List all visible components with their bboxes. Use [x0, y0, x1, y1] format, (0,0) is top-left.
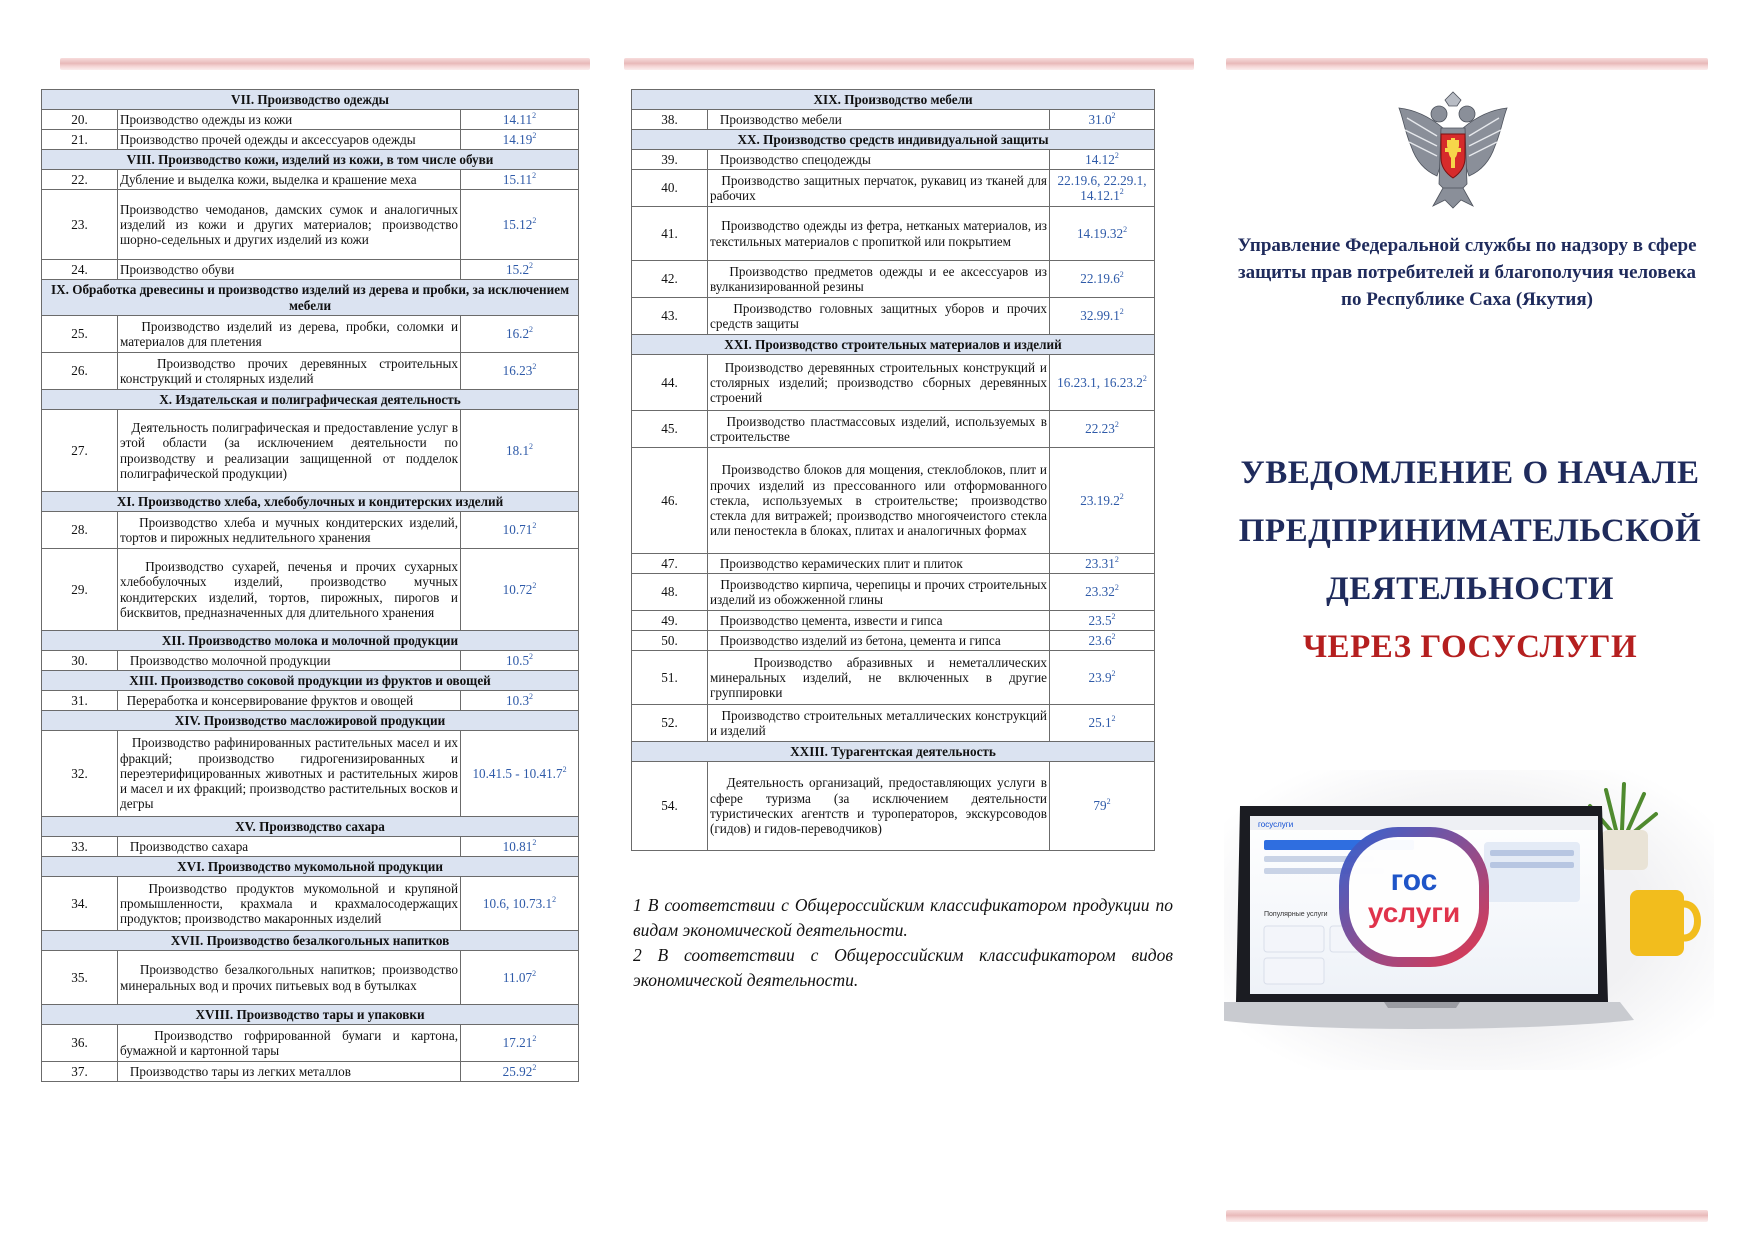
section-title: XIV. Производство масложировой продукции — [42, 711, 579, 731]
footnote-mark: 2 — [562, 764, 567, 774]
footnote-mark: 2 — [1111, 714, 1116, 724]
row-number: 54. — [632, 762, 708, 851]
top-bar-right — [1226, 58, 1708, 70]
okved-code-cell — [461, 190, 579, 260]
okved-code: 32.99.1 — [1080, 308, 1120, 324]
okved-code-cell — [461, 1025, 579, 1062]
activity-name: Производство строительных металлических конструкций и изделий — [708, 705, 1050, 742]
table-row — [42, 731, 579, 817]
okved-code: 16.2 — [505, 326, 530, 342]
footnote-mark: 2 — [1142, 373, 1147, 383]
okved-code: 22.23 — [1085, 421, 1115, 437]
activity-name: Производство головных защитных уборов и прочих средств защиты — [708, 298, 1050, 335]
row-number: 29. — [42, 549, 118, 631]
okved-code: 25.92 — [502, 1063, 533, 1079]
table-row — [632, 298, 1155, 335]
activity-name: Переработка и консервирование фруктов и овощей — [118, 691, 461, 711]
okved-code: 22.19.6, 22.29.1, 14.12.1 — [1057, 172, 1147, 203]
footnote-mark: 2 — [529, 691, 534, 701]
footnote-mark: 2 — [529, 325, 534, 335]
okved-code: 18.1 — [505, 442, 530, 458]
row-number: 51. — [632, 651, 708, 705]
okved-code: 10.3 — [505, 692, 530, 708]
row-number: 34. — [42, 877, 118, 931]
row-number: 50. — [632, 631, 708, 651]
okved-code: 10.72 — [502, 581, 533, 597]
row-number: 35. — [42, 951, 118, 1005]
row-number: 25. — [42, 316, 118, 353]
activity-name: Производство одежды из фетра, нетканых материалов, из текстильных материалов с пропиткой или покрытием — [708, 207, 1050, 261]
table-section-header — [42, 390, 579, 410]
row-number: 21. — [42, 130, 118, 150]
row-number: 33. — [42, 837, 118, 857]
table-row — [632, 110, 1155, 130]
footnote-mark: 2 — [1106, 797, 1111, 807]
row-number: 49. — [632, 611, 708, 631]
svg-text:услуги: услуги — [1367, 897, 1461, 928]
section-title: XVI. Производство мукомольной продукции — [42, 857, 579, 877]
screen-section: Популярные услуги — [1264, 911, 1328, 918]
table-section-header — [632, 335, 1155, 355]
table-row — [42, 691, 579, 711]
okved-code: 10.71 — [502, 522, 533, 538]
okved-code-cell — [1050, 207, 1155, 261]
row-number: 24. — [42, 260, 118, 280]
footnote-mark: 2 — [1114, 150, 1119, 160]
organization-name: Управление Федеральной службы по надзору в сфере защиты прав потребителей и благополучия человека по Республике Саха (Якутия) — [1237, 235, 1697, 310]
okved-code-cell — [1050, 631, 1155, 651]
section-title: XVIII. Производство тары и упаковки — [42, 1005, 579, 1025]
table-row — [42, 410, 579, 492]
okved-code-cell — [461, 353, 579, 390]
okved-code-cell — [1050, 705, 1155, 742]
table-row — [632, 631, 1155, 651]
footnote-mark: 2 — [532, 580, 537, 590]
okved-code-cell — [461, 316, 579, 353]
okved-code-cell — [1050, 298, 1155, 335]
laptop-illustration — [1224, 770, 1714, 1070]
okved-code: 10.5 — [505, 652, 530, 668]
footnote-mark: 2 — [532, 170, 537, 180]
footnote-mark: 2 — [1114, 583, 1119, 593]
okved-code: 17.21 — [502, 1035, 533, 1051]
activity-name: Производство защитных перчаток, рукавиц из тканей для рабочих — [708, 170, 1050, 207]
okved-code-cell — [461, 877, 579, 931]
okved-code-cell — [1050, 355, 1155, 411]
okved-code: 23.19.2 — [1080, 492, 1120, 508]
table-row — [632, 574, 1155, 611]
row-number: 20. — [42, 110, 118, 130]
footnote-2: 2 В соответствии с Общероссийским классификатором видов экономической деятельности. — [633, 944, 1173, 990]
headline-line-1: УВЕДОМЛЕНИЕ О НАЧАЛЕ — [1240, 455, 1700, 491]
table-row — [42, 316, 579, 353]
svg-text:гос: гос — [1390, 864, 1438, 897]
okved-code: 23.32 — [1085, 584, 1115, 600]
footnote-mark: 2 — [552, 894, 557, 904]
row-number: 43. — [632, 298, 708, 335]
section-title: X. Издательская и полиграфическая деятельность — [42, 390, 579, 410]
table-row — [632, 261, 1155, 298]
row-number: 39. — [632, 150, 708, 170]
okved-code: 10.6, 10.73.1 — [482, 895, 553, 911]
activity-name: Производство предметов одежды и ее аксессуаров из вулканизированной резины — [708, 261, 1050, 298]
table-row — [42, 837, 579, 857]
okved-code-cell — [1050, 448, 1155, 554]
okved-code-cell — [461, 549, 579, 631]
headline-line-4: ЧЕРЕЗ ГОСУСЛУГИ — [1302, 629, 1638, 665]
footnote-mark: 2 — [1111, 611, 1116, 621]
activity-name: Деятельность полиграфическая и предоставление услуг в этой области (за исключением деятельности по производству и реализации защищенной от подделок полиграфической продукции) — [118, 410, 461, 492]
row-number: 46. — [632, 448, 708, 554]
row-number: 44. — [632, 355, 708, 411]
section-title: XXI. Производство строительных материалов и изделий — [632, 335, 1155, 355]
footnote-mark: 2 — [1119, 491, 1124, 501]
row-number: 30. — [42, 651, 118, 671]
table-section-header — [632, 130, 1155, 150]
activity-name: Производство изделий из бетона, цемента и гипса — [708, 631, 1050, 651]
okved-code: 23.6 — [1088, 632, 1112, 648]
okved-code-cell — [461, 731, 579, 817]
top-bar-middle — [624, 58, 1194, 70]
activity-name: Производство пластмассовых изделий, используемых в строительстве — [708, 411, 1050, 448]
row-number: 23. — [42, 190, 118, 260]
okved-code: 10.41.5 - 10.41.7 — [472, 765, 563, 781]
footnote-mark: 2 — [1119, 270, 1124, 280]
footnote-mark: 2 — [1114, 420, 1119, 430]
headline — [1220, 444, 1720, 676]
activity-name: Деятельность организаций, предоставляющих услуги в сфере туризма (за исключением деятельности туристических агентств и туроператоров, экскурсоводов (гидов) и гидов-переводчиков) — [708, 762, 1050, 851]
table-row — [632, 355, 1155, 411]
row-number: 22. — [42, 170, 118, 190]
table-row — [632, 448, 1155, 554]
table-row — [632, 611, 1155, 631]
row-number: 37. — [42, 1062, 118, 1082]
okved-code-cell — [461, 130, 579, 150]
table-section-header — [632, 742, 1155, 762]
table-section-header — [42, 631, 579, 651]
footnote-mark: 2 — [529, 441, 534, 451]
row-number: 27. — [42, 410, 118, 492]
okved-code-cell — [1050, 411, 1155, 448]
activity-name: Производство прочих деревянных строительных конструкций и столярных изделий — [118, 353, 461, 390]
okved-code: 10.81 — [502, 838, 533, 854]
table-section-header — [42, 492, 579, 512]
okved-code-cell — [1050, 762, 1155, 851]
table-row — [632, 170, 1155, 207]
headline-line-2: ПРЕДПРИНИМАТЕЛЬСКОЙ — [1238, 513, 1702, 549]
table-section-header — [42, 150, 579, 170]
footnotes — [633, 893, 1173, 992]
activity-name: Производство тары из легких металлов — [118, 1062, 461, 1082]
section-title: XI. Производство хлеба, хлебобулочных и кондитерских изделий — [42, 492, 579, 512]
activity-name: Производство блоков для мощения, стеклоблоков, плит и прочих изделий из прессованного или отформованного стекла, используемых в строительстве; производство стекла для витражей; производство многоячеистого стекла или пеностекла в блоках, плитах и аналогичных формах — [708, 448, 1050, 554]
okved-code-cell — [461, 837, 579, 857]
activity-name: Производство безалкогольных напитков; производство минеральных вод и прочих питьевых вод в бутылках — [118, 951, 461, 1005]
row-number: 52. — [632, 705, 708, 742]
okved-code-cell — [461, 110, 579, 130]
row-number: 42. — [632, 261, 708, 298]
table-row — [42, 110, 579, 130]
table-row — [632, 207, 1155, 261]
okved-code: 11.07 — [502, 969, 533, 985]
section-title: XII. Производство молока и молочной продукции — [42, 631, 579, 651]
okved-code-cell — [1050, 611, 1155, 631]
okved-code: 14.12 — [1085, 151, 1115, 167]
activity-name: Производство продуктов мукомольной и крупяной промышленности, крахмала и крахмалосодержащих продуктов; производство макаронных изделий — [118, 877, 461, 931]
okved-code: 79 — [1093, 798, 1107, 814]
table-row — [42, 1025, 579, 1062]
okved-code-cell — [461, 691, 579, 711]
table-row — [42, 549, 579, 631]
activity-name: Производство сухарей, печенья и прочих сухарных хлебобулочных изделий, производство мучных кондитерских изделий, тортов, пирожных, пирогов и бисквитов, предназначенных для длительного хранения — [118, 549, 461, 631]
okved-code: 31.0 — [1088, 111, 1112, 127]
activity-name: Производство спецодежды — [708, 150, 1050, 170]
activity-name: Производство мебели — [708, 110, 1050, 130]
table-section-header — [42, 857, 579, 877]
okved-code-cell — [461, 1062, 579, 1082]
okved-code: 25.1 — [1088, 715, 1112, 731]
row-number: 41. — [632, 207, 708, 261]
section-title: VII. Производство одежды — [42, 90, 579, 110]
table-section-header — [42, 280, 579, 316]
headline-line-3: ДЕЯТЕЛЬНОСТИ — [1326, 571, 1614, 607]
footnote-mark: 2 — [1111, 668, 1116, 678]
activity-name: Производство цемента, извести и гипса — [708, 611, 1050, 631]
table-section-header — [42, 671, 579, 691]
row-number: 31. — [42, 691, 118, 711]
okved-code-cell — [1050, 261, 1155, 298]
footnote-mark: 2 — [532, 968, 537, 978]
okved-code-cell — [1050, 574, 1155, 611]
activity-name: Производство чемоданов, дамских сумок и аналогичных изделий из кожи и других материалов; производство шорно-седельных и других изделий из кожи — [118, 190, 461, 260]
footnote-mark: 2 — [1111, 631, 1116, 641]
activity-name: Производство молочной продукции — [118, 651, 461, 671]
table-row — [42, 1062, 579, 1082]
activities-table-right — [631, 89, 1155, 851]
okved-code-cell — [1050, 651, 1155, 705]
table-row — [632, 411, 1155, 448]
row-number: 48. — [632, 574, 708, 611]
okved-code-cell — [461, 410, 579, 492]
table-row — [42, 651, 579, 671]
footnote-mark: 2 — [1119, 307, 1124, 317]
okved-code-cell — [1050, 170, 1155, 207]
gosuslugi-logo — [1344, 832, 1484, 962]
okved-code: 14.11 — [502, 111, 533, 127]
okved-code: 22.19.6 — [1080, 271, 1120, 287]
footnote-mark: 2 — [532, 1034, 537, 1044]
activity-name: Производство керамических плит и плиток — [708, 554, 1050, 574]
okved-code: 15.2 — [505, 261, 530, 277]
table-row — [42, 190, 579, 260]
section-title: XIII. Производство соковой продукции из фруктов и овощей — [42, 671, 579, 691]
table-row — [632, 554, 1155, 574]
okved-code: 16.23 — [502, 363, 533, 379]
okved-code-cell — [1050, 110, 1155, 130]
okved-code: 14.19 — [502, 131, 533, 147]
top-bar-left — [60, 58, 590, 70]
table-row — [632, 651, 1155, 705]
table-section-header — [42, 90, 579, 110]
table-section-header — [42, 817, 579, 837]
table-row — [42, 877, 579, 931]
okved-code-cell — [461, 260, 579, 280]
table-row — [42, 170, 579, 190]
table-row — [42, 353, 579, 390]
activity-name: Производство изделий из дерева, пробки, соломки и материалов для плетения — [118, 316, 461, 353]
okved-code-cell — [1050, 554, 1155, 574]
okved-code-cell — [461, 170, 579, 190]
activity-name: Производство одежды из кожи — [118, 110, 461, 130]
row-number: 32. — [42, 731, 118, 817]
footnote-1: 1 В соответствии с Общероссийским классификатором продукции по видам экономической деятельности. — [633, 895, 1173, 940]
footnote-mark: 2 — [532, 521, 537, 531]
row-number: 47. — [632, 554, 708, 574]
activity-name: Производство обуви — [118, 260, 461, 280]
table-row — [42, 260, 579, 280]
row-number: 28. — [42, 512, 118, 549]
footnote-mark: 2 — [1119, 187, 1124, 196]
section-title: VIII. Производство кожи, изделий из кожи, в том числе обуви — [42, 150, 579, 170]
bottom-bar-right — [1226, 1210, 1708, 1222]
footnote-mark: 2 — [1123, 224, 1128, 234]
section-title: XIX. Производство мебели — [632, 90, 1155, 110]
section-title: XVII. Производство безалкогольных напитков — [42, 931, 579, 951]
table-section-header — [632, 90, 1155, 110]
table-row — [632, 762, 1155, 851]
activity-name: Производство хлеба и мучных кондитерских изделий, тортов и пирожных недлительного хранения — [118, 512, 461, 549]
footnote-mark: 2 — [1111, 110, 1116, 120]
section-title: XX. Производство средств индивидуальной защиты — [632, 130, 1155, 150]
okved-code: 23.9 — [1088, 669, 1112, 685]
activity-name: Производство прочей одежды и аксессуаров одежды — [118, 130, 461, 150]
section-title: XV. Производство сахара — [42, 817, 579, 837]
table-section-header — [42, 711, 579, 731]
footnote-mark: 2 — [532, 215, 537, 225]
activity-name: Производство рафинированных растительных масел и их фракций; производство гидрогенизированных и переэтерифицированных животных и растительных жиров и масел и их фракций; производство растительных восков и дегры — [118, 731, 461, 817]
footnote-mark: 2 — [1114, 554, 1119, 564]
footnote-mark: 2 — [532, 130, 537, 140]
table-section-header — [42, 1005, 579, 1025]
okved-code: 16.23.1, 16.23.2 — [1057, 374, 1143, 390]
table-row — [42, 130, 579, 150]
okved-code-cell — [461, 651, 579, 671]
table-section-header — [42, 931, 579, 951]
activity-name: Производство кирпича, черепицы и прочих строительных изделий из обожженной глины — [708, 574, 1050, 611]
table-row — [632, 150, 1155, 170]
footnote-mark: 2 — [529, 260, 534, 270]
okved-code: 23.31 — [1085, 555, 1115, 571]
footnote-mark: 2 — [532, 362, 537, 372]
table-row — [632, 705, 1155, 742]
okved-code-cell — [461, 512, 579, 549]
footnote-mark: 2 — [532, 837, 537, 847]
footnote-mark: 2 — [529, 651, 534, 661]
okved-code: 14.19.32 — [1076, 225, 1124, 241]
row-number: 38. — [632, 110, 708, 130]
activities-table-left — [41, 89, 579, 1082]
table-row — [42, 951, 579, 1005]
okved-code: 15.11 — [502, 171, 533, 187]
activity-name: Производство сахара — [118, 837, 461, 857]
footnote-mark: 2 — [532, 1062, 537, 1072]
section-title: IX. Обработка древесины и производство изделий из дерева и пробки, за исключением мебели — [42, 280, 579, 316]
activity-name: Дубление и выделка кожи, выделка и крашение меха — [118, 170, 461, 190]
okved-code: 23.5 — [1088, 612, 1112, 628]
rospotrebnadzor-emblem — [1393, 88, 1513, 212]
row-number: 26. — [42, 353, 118, 390]
section-title: XXIII. Турагентская деятельность — [632, 742, 1155, 762]
okved-code: 15.12 — [502, 216, 533, 232]
footnote-mark: 2 — [532, 110, 537, 120]
row-number: 36. — [42, 1025, 118, 1062]
table-row — [42, 512, 579, 549]
activity-name: Производство деревянных строительных конструкций и столярных изделий; производство сборных деревянных строений — [708, 355, 1050, 411]
activity-name: Производство абразивных и неметаллических минеральных изделий, не включенных в другие группировки — [708, 651, 1050, 705]
okved-code-cell — [461, 951, 579, 1005]
activity-name: Производство гофрированной бумаги и картона, бумажной и картонной тары — [118, 1025, 461, 1062]
okved-code-cell — [1050, 150, 1155, 170]
row-number: 40. — [632, 170, 708, 207]
screen-brand: госуслуги — [1258, 820, 1294, 829]
row-number: 45. — [632, 411, 708, 448]
